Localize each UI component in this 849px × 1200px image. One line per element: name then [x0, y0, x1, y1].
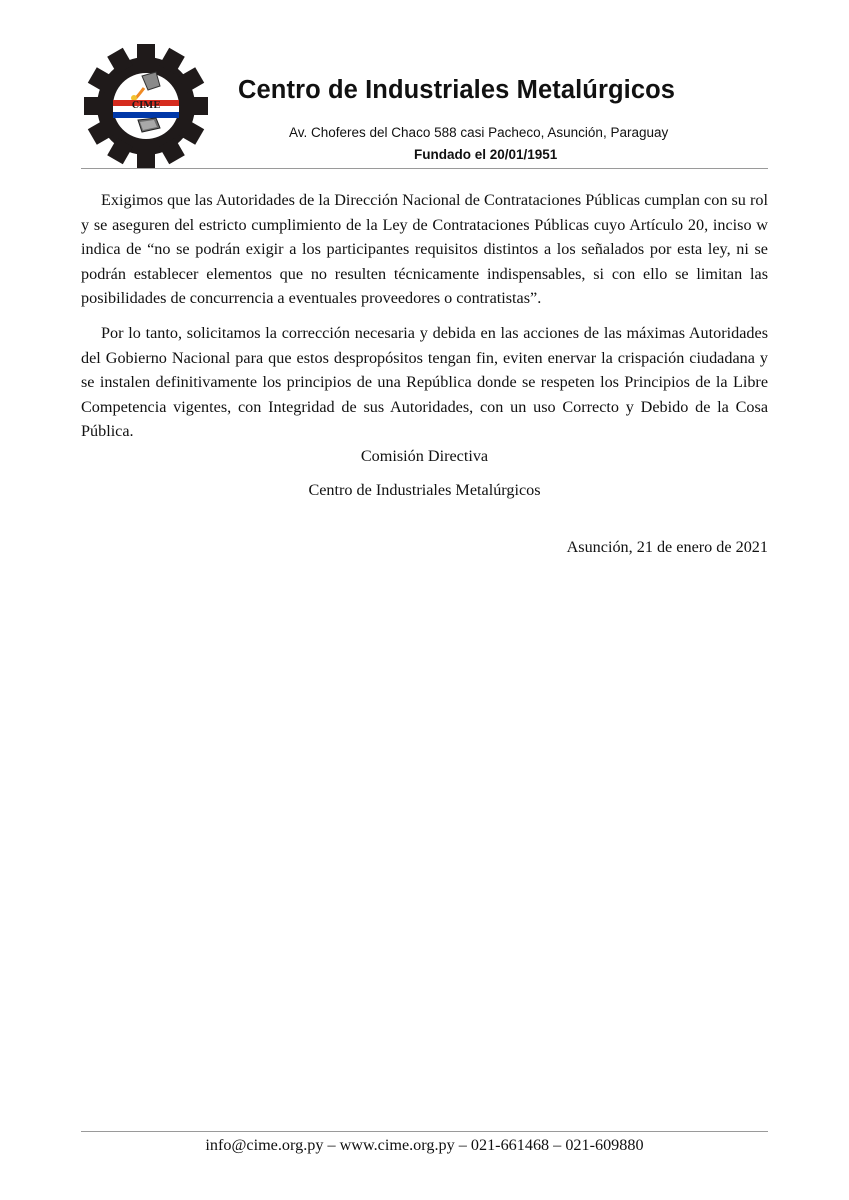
footer-contact: info@cime.org.py – www.cime.org.py – 021-661468 – 021-609880 — [205, 1136, 644, 1154]
letter-date: Asunción, 21 de enero de 2021 — [566, 538, 768, 556]
logo-text: CIME — [131, 101, 161, 111]
flag-blue-band — [113, 112, 179, 118]
letter-body — [81, 188, 768, 454]
signature-line-organization: Centro de Industriales Metalúrgicos — [308, 481, 541, 499]
paragraph: Exigimos que las Autoridades de la Dirección Nacional de Contrataciones Públicas cumplan con su rol y se aseguren del estricto cumplimiento de la Ley de Contrataciones Públicas cuyo Artículo 20, inciso w indica de “no se podrán exigir a los participantes requisitos distintos a los señalados por esta ley, ni se podrán establecer elementos que no resulten técnicamente indispensables, si con ello se limitan las posibilidades de concurrencia a eventuales proveedores o contratistas”. — [81, 191, 768, 308]
cime-gear-logo — [82, 44, 210, 168]
signature-line-committee: Comisión Directiva — [360, 447, 489, 465]
paragraph: Por lo tanto, solicitamos la corrección necesaria y debida en las acciones de las máximas Autoridades del Gobierno Nacional para que estos despropósitos tengan fin, eviten enervar la crispación ciudadana y se instalen definitivamente los principios de una República donde se respeten los Principios de la Libre Competencia vigentes, con Integridad de sus Autoridades, con un uso Correcto y Debido de la Cosa Pública. — [81, 323, 768, 441]
org-title: Centro de Industriales Metalúrgicos — [238, 76, 676, 104]
org-address: Av. Choferes del Chaco 588 casi Pacheco, Asunción, Paraguay — [289, 125, 669, 140]
founded-date: Fundado el 20/01/1951 — [414, 147, 558, 162]
footer-divider — [81, 1131, 768, 1132]
header-divider — [81, 168, 768, 169]
